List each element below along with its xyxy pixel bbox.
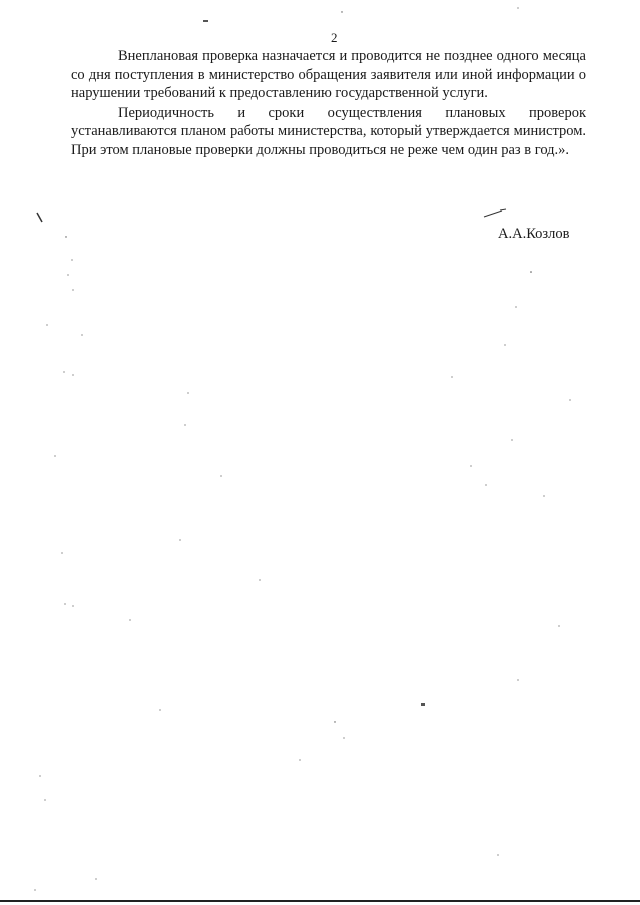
signatory-name: А.А.Козлов [498, 226, 570, 242]
document-body [71, 47, 586, 160]
scan-bottom-edge [0, 900, 640, 902]
signature-scribble [482, 206, 512, 220]
paragraph-unscheduled-inspection: Внеплановая проверка назначается и проводится не позднее одного месяца со дня поступления в министерство обращения заявителя или иной информации о нарушении требований к предоставлению государственной услуги. [71, 48, 586, 101]
paragraph-scheduled-inspection: Периодичность и сроки осуществления плановых проверок устанавливаются планом работы министерства, который утверждается министром. При этом плановые проверки должны проводиться не реже чем один раз в год.». [71, 104, 586, 158]
page-number: 2 [331, 30, 338, 45]
